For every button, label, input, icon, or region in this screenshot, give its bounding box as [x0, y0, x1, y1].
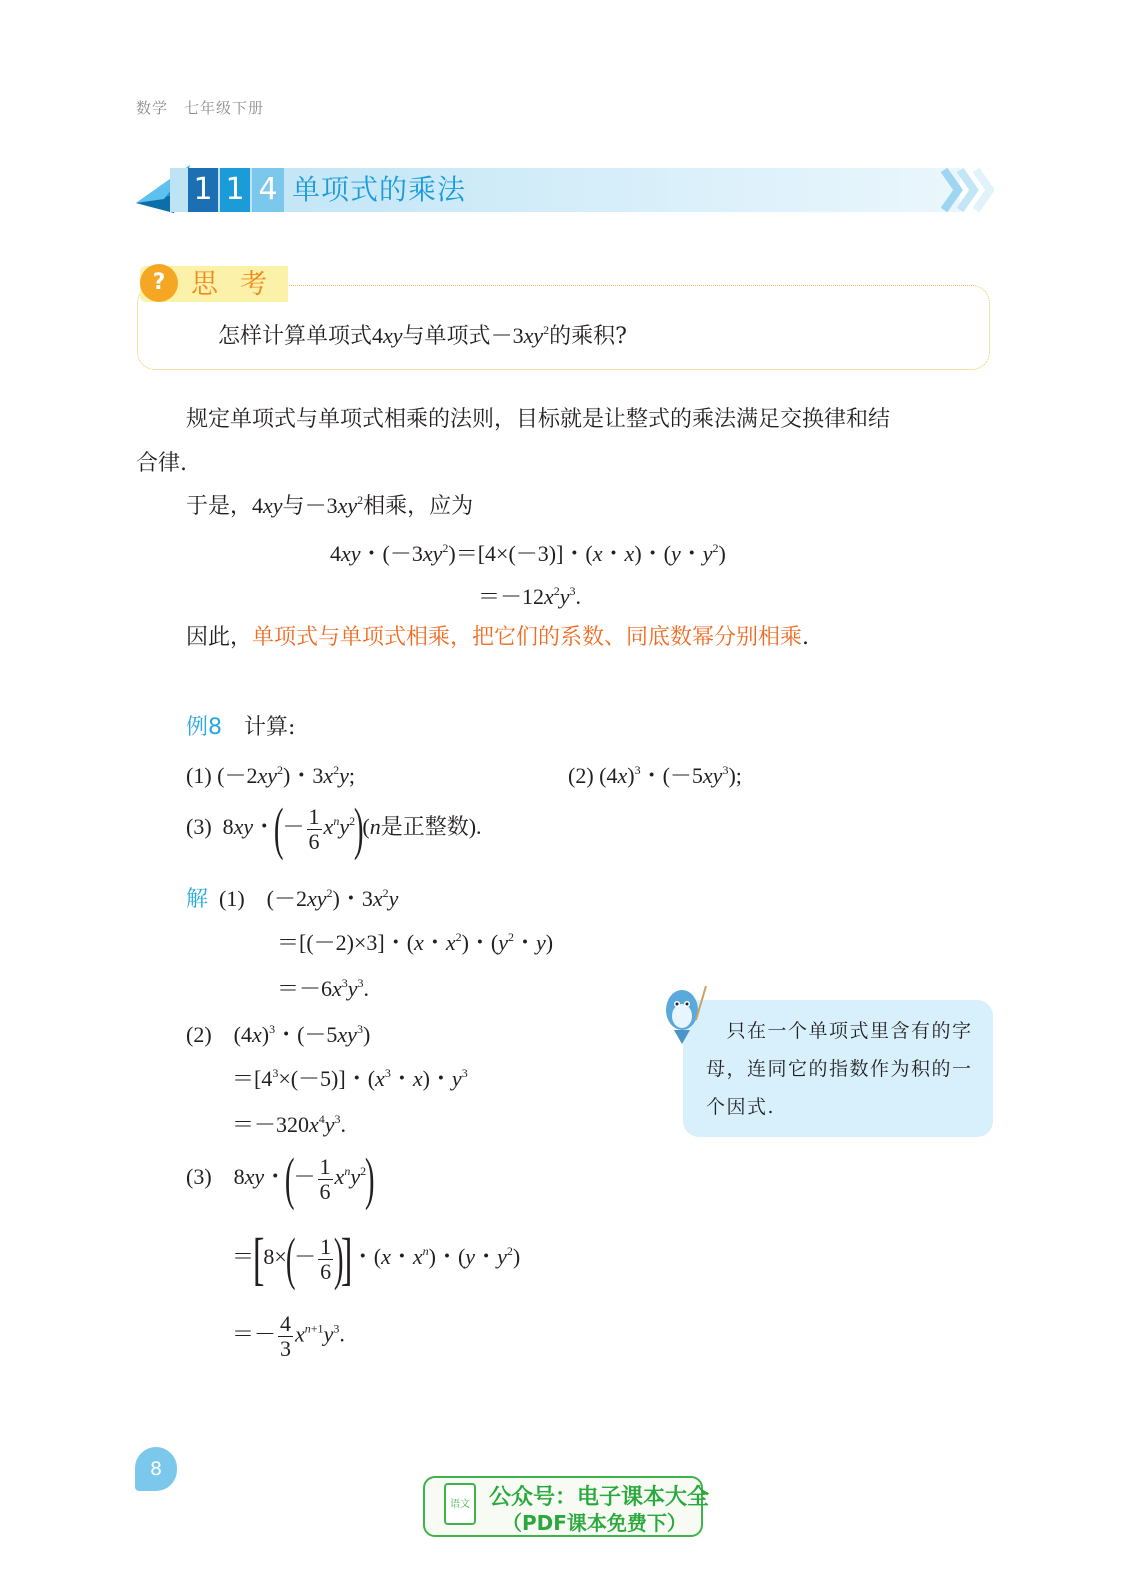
think-question: 怎样计算单项式4xy与单项式$-3xy^2$的乘积?: [218, 323, 627, 349]
chevrons-icon: [940, 168, 994, 212]
solution-1-line3: $=-6x^3y^3$.: [277, 976, 370, 1001]
section-number-2: 1: [220, 168, 250, 212]
solution-3-line2: ＝[8×(－ $\frac{1}{6}$ )]・(x・$x^n$)・(y・$y^2$): [232, 1226, 521, 1291]
solution-3-line3: ＝－ $\frac{4}{3}$ $x^{n+1}y^3$.: [232, 1311, 345, 1361]
section-number-1: 1: [188, 168, 218, 212]
section-number-3: 4: [252, 168, 284, 212]
derivation-line2: $=-12x^2y^3$.: [478, 584, 582, 609]
solution-label: 解: [186, 887, 209, 912]
running-head: 数学 七年级下册: [136, 99, 265, 117]
solution-2-line3: $=-320x^4y^3$.: [232, 1112, 347, 1137]
watermark-line2: （PDF课本免费下）: [502, 1511, 687, 1535]
conclusion: 因此，单项式与单项式相乘，把它们的系数、同底数幂分别相乘.: [186, 625, 810, 650]
example-part3: (3) 8xy・(－ $\frac{1}{6}$ $x^ny^2)(n$是正整数).: [186, 796, 482, 861]
think-label: 思考: [191, 269, 289, 300]
section-title: 单项式的乘法: [292, 173, 467, 206]
rule-highlight: 单项式与单项式相乘，把它们的系数、同底数幂分别相乘: [252, 625, 803, 650]
example-label: 例8: [186, 715, 222, 740]
lightbulb-icon: ?: [140, 264, 178, 302]
solution-2-line2: $=[4^3\times(-5)]$・($x^3$・x)・$y^3$: [232, 1066, 468, 1091]
example-heading: 例8 计算:: [186, 715, 296, 740]
example-part1: (1) $(-2xy^2)$・$3x^2y$;: [186, 763, 355, 788]
side-note-text: 只在一个单项式里含有的字母，连同它的指数作为积的一个因式.: [706, 1020, 973, 1118]
book-icon: [444, 1483, 476, 1525]
section-banner: [170, 168, 960, 212]
watermark-line1: 公众号：电子课本大全: [489, 1485, 710, 1510]
solution-1-line1: 解 (1) $(-2xy^2)$・$3x^2y$: [186, 886, 399, 912]
example-part2: (2) $(4x)^3$・$(-5xy^3)$;: [568, 763, 742, 788]
para1-line2: 合律.: [136, 451, 187, 476]
solution-2-line1: (2) $(4x)^3$・$(-5xy^3)$: [186, 1022, 371, 1047]
solution-3-line1: (3) 8xy・(－ $\frac{1}{6}$ $x^ny^2$): [186, 1146, 375, 1211]
page-number: 8: [135, 1447, 177, 1491]
book-icon-text: 语文: [450, 1499, 470, 1510]
dolphin-mascot-icon: [660, 980, 710, 1046]
para2: 于是，4xy与$-3xy^2$相乘，应为: [186, 493, 474, 519]
para1-line1: 规定单项式与单项式相乘的法则，目标就是让整式的乘法满足交换律和结: [186, 407, 891, 432]
solution-1-line2: ＝[(－2)×3]・(x・$x^2$)・($y^2$・y): [277, 930, 554, 955]
derivation-line1: 4xy・$(-3xy^2)=[4\times(-3)]$・(x・x)・(y・$y^2$): [330, 541, 726, 566]
